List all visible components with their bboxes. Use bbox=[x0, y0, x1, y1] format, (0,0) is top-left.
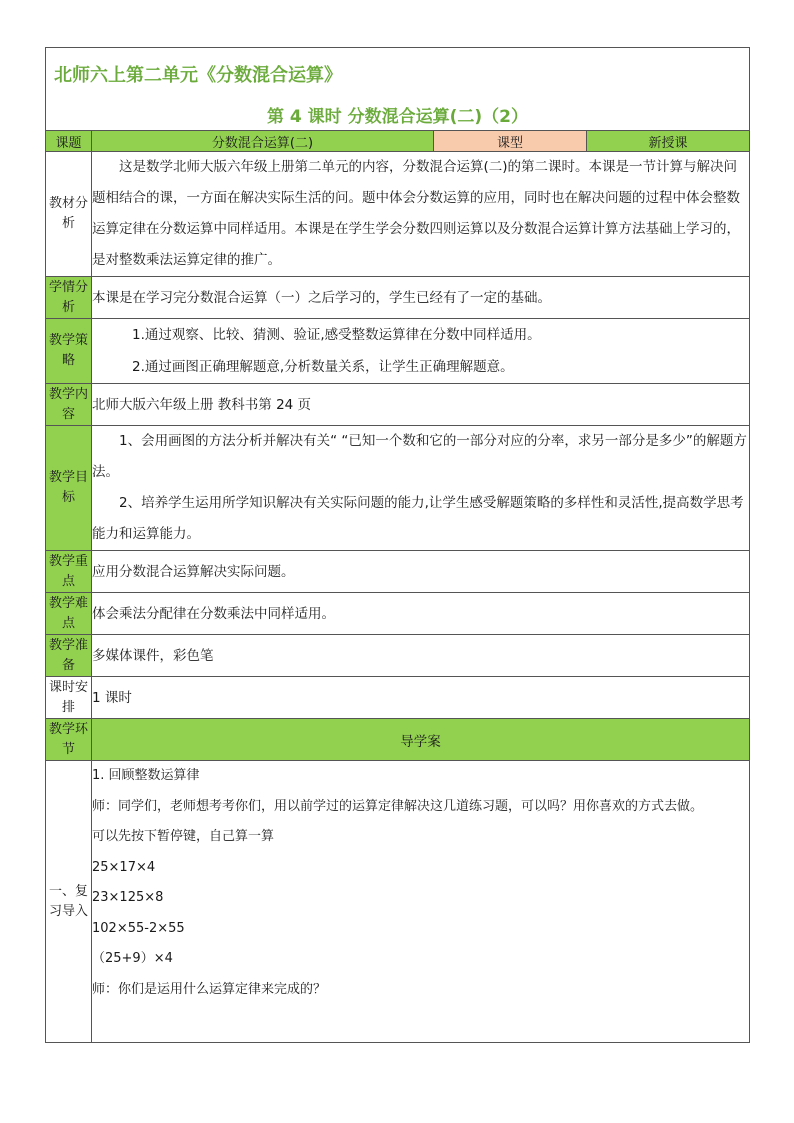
student-analysis-text: 本课是在学习完分数混合运算（一）之后学习的，学生已经有了一定的基础。 bbox=[92, 277, 750, 319]
unit-title: 北师六上第二单元《分数混合运算》 bbox=[54, 65, 342, 86]
row-label-review bbox=[46, 761, 92, 1043]
difficulty-text: 体会乘法分配律在分数乘法中同样适用。 bbox=[92, 593, 750, 635]
difficulty-row bbox=[46, 593, 750, 635]
review-line: 1. 回顾整数运算律 bbox=[92, 768, 200, 783]
label-text: 教学环节 bbox=[48, 721, 88, 757]
label-text: 课时安排 bbox=[48, 679, 88, 715]
row-label-preparation bbox=[46, 635, 92, 677]
stage-row bbox=[46, 719, 750, 761]
label-text: 教材分析 bbox=[48, 196, 88, 231]
review-line: 师：你们是运用什么运算定律来完成的？ bbox=[92, 981, 327, 997]
review-line: （25+9）×4 bbox=[92, 951, 173, 966]
goal-item: 2、培养学生运用所学知识解决有关实际问题的能力,让学生感受解题策略的多样性和灵活性,提高数学思考能力和运算能力。 bbox=[92, 495, 744, 542]
review-cell bbox=[92, 761, 750, 1043]
label-text: 教学策略 bbox=[48, 333, 88, 368]
review-line: 可以先按下暂停键，自己算一算 bbox=[92, 829, 275, 844]
review-line: 23×125×8 bbox=[92, 890, 164, 905]
row-label-textbook-analysis bbox=[46, 152, 92, 277]
strategy-item: 2.通过画图正确理解题意,分析数量关系，让学生正确理解题意。 bbox=[132, 359, 514, 375]
goal-item: 1、会用画图的方法分析并解决有关“ “已知一个数和它的一部分对应的分率，求另一部分是多少”的解题方法。 bbox=[92, 433, 747, 480]
label-text: 学情分析 bbox=[48, 279, 88, 315]
row-label-goals bbox=[46, 426, 92, 551]
topic-label: 课题 bbox=[46, 131, 92, 152]
label-text: 一、复习导入 bbox=[48, 883, 88, 919]
info-row bbox=[46, 131, 750, 152]
row-label-strategy bbox=[46, 319, 92, 384]
label-text: 教学内容 bbox=[48, 386, 88, 422]
row-label-difficulty bbox=[46, 593, 92, 635]
row-label-schedule bbox=[46, 677, 92, 719]
topic-value: 分数混合运算(二) bbox=[92, 131, 434, 152]
stage-header: 导学案 bbox=[92, 719, 750, 761]
review-line: 25×17×4 bbox=[92, 859, 156, 875]
type-label: 课型 bbox=[434, 131, 587, 152]
schedule-text: 1 课时 bbox=[92, 677, 750, 719]
review-line: 师：同学们，老师想考考你们，用以前学过的运算定律解决这几道练习题，可以吗？用你喜欢的方式去做。 bbox=[92, 798, 704, 814]
lesson-title: 第 4 课时 分数混合运算(二)（2） bbox=[267, 107, 528, 127]
label-text: 教学目标 bbox=[48, 470, 88, 505]
preparation-text: 多媒体课件，彩色笔 bbox=[92, 635, 750, 677]
content-text: 北师大版六年级上册 教科书第 24 页 bbox=[92, 384, 750, 426]
textbook-analysis-row bbox=[46, 152, 750, 277]
student-analysis-row bbox=[46, 277, 750, 319]
textbook-analysis-text: 这是数学北师大版六年级上册第二单元的内容，分数混合运算(二)的第二课时。本课是一节计算与解决问题相结合的课，一方面在解决实际生活的问。题中体会分数运算的应用，同时也在解决问题的过程中体会整数运算定律在分数运算中同样适用。本课是在学生学会分数四则运算以及分数混合运算计算方法基础上学习的，是对整数乘法运算定律的推广。 bbox=[92, 152, 750, 277]
row-label-stage bbox=[46, 719, 92, 761]
lesson-plan-sheet bbox=[45, 47, 749, 1043]
preparation-row bbox=[46, 635, 750, 677]
row-label-content bbox=[46, 384, 92, 426]
label-text: 教学难点 bbox=[48, 595, 88, 631]
title-row bbox=[46, 48, 750, 131]
row-label-student-analysis bbox=[46, 277, 92, 319]
goals-row bbox=[46, 426, 750, 551]
label-text: 教学重点 bbox=[48, 553, 88, 589]
lesson-plan-table bbox=[45, 47, 750, 1043]
row-label-key-point bbox=[46, 551, 92, 593]
content-row bbox=[46, 384, 750, 426]
label-text: 教学准备 bbox=[48, 637, 88, 673]
strategy-item: 1.通过观察、比较、猜测、验证,感受整数运算律在分数中同样适用。 bbox=[132, 327, 541, 343]
review-row bbox=[46, 761, 750, 1043]
key-point-row bbox=[46, 551, 750, 593]
strategy-row bbox=[46, 319, 750, 384]
title-cell bbox=[46, 48, 750, 131]
goals-cell bbox=[92, 426, 750, 551]
key-point-text: 应用分数混合运算解决实际问题。 bbox=[92, 551, 750, 593]
review-line: 102×55-2×55 bbox=[92, 920, 185, 936]
strategy-cell bbox=[92, 319, 750, 384]
type-value: 新授课 bbox=[587, 131, 750, 152]
schedule-row bbox=[46, 677, 750, 719]
